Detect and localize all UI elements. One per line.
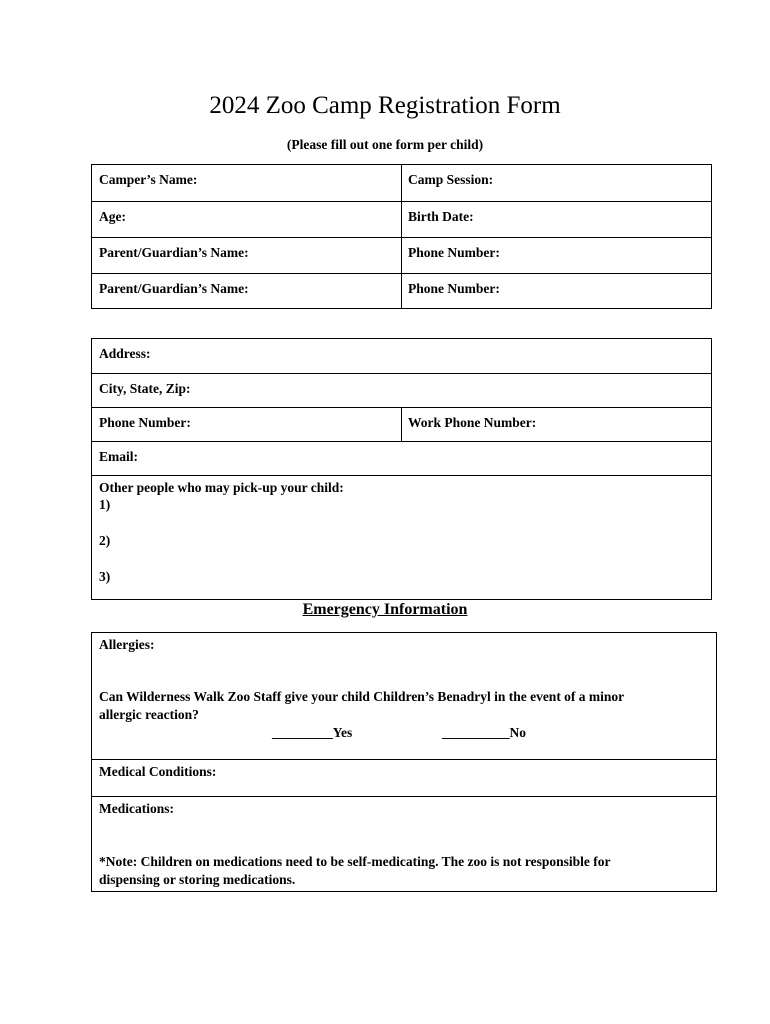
- emergency-info-table: [91, 632, 717, 892]
- city-state-zip-row: [92, 373, 711, 407]
- pickup-row[interactable]: [92, 475, 711, 599]
- address-row: [92, 339, 711, 373]
- guardian-phone-field-1[interactable]: Phone Number:: [408, 245, 500, 260]
- medical-conditions-field[interactable]: Medical Conditions:: [99, 764, 217, 779]
- medications-label: Medications:: [99, 801, 174, 816]
- medications-note-line1: *Note: Children on medications need to be self-medicating. The zoo is not responsible for: [99, 854, 611, 869]
- camp-session-field[interactable]: Camp Session:: [408, 172, 494, 187]
- benadryl-question-line2: allergic reaction?: [99, 707, 199, 722]
- guardian-name-field-2[interactable]: Parent/Guardian’s Name:: [99, 281, 249, 296]
- age-row: [92, 201, 711, 237]
- medications-row[interactable]: [92, 796, 716, 891]
- phone-row: [92, 407, 711, 441]
- age-field[interactable]: Age:: [99, 209, 126, 224]
- campers-name-field[interactable]: Camper’s Name:: [99, 172, 198, 187]
- benadryl-question-line1: Can Wilderness Walk Zoo Staff give your child Children’s Benadryl in the event of a minor: [99, 689, 625, 704]
- form-title: 2024 Zoo Camp Registration Form: [209, 92, 561, 119]
- guardian-row-1: [92, 237, 711, 273]
- form-subtitle: (Please fill out one form per child): [286, 137, 484, 152]
- pickup-item-2: 2): [99, 533, 111, 548]
- pickup-label: Other people who may pick-up your child:: [99, 480, 344, 495]
- guardian-name-field-1[interactable]: Parent/Guardian’s Name:: [99, 245, 249, 260]
- yes-option[interactable]: _________Yes: [272, 725, 353, 740]
- allergies-row[interactable]: [92, 633, 716, 759]
- emergency-heading: Emergency Information: [302, 601, 468, 618]
- medical-conditions-row: [92, 759, 716, 796]
- city-state-zip-field[interactable]: City, State, Zip:: [99, 381, 191, 396]
- pickup-item-3: 3): [99, 569, 111, 584]
- email-field[interactable]: Email:: [99, 449, 138, 464]
- pickup-item-1: 1): [99, 497, 111, 512]
- allergies-label: Allergies:: [99, 637, 155, 652]
- contact-info-table: [91, 338, 712, 600]
- guardian-phone-field-2[interactable]: Phone Number:: [408, 281, 500, 296]
- guardian-row-2: [92, 273, 711, 308]
- no-option[interactable]: __________No: [442, 725, 526, 740]
- phone-number-field[interactable]: Phone Number:: [99, 415, 191, 430]
- work-phone-number-field[interactable]: Work Phone Number:: [408, 415, 537, 430]
- address-field[interactable]: Address:: [99, 346, 151, 361]
- medications-note-line2: dispensing or storing medications.: [99, 872, 296, 887]
- camper-info-table: [91, 164, 712, 309]
- email-row: [92, 441, 711, 475]
- camper-row: [92, 165, 711, 201]
- birth-date-field[interactable]: Birth Date:: [408, 209, 474, 224]
